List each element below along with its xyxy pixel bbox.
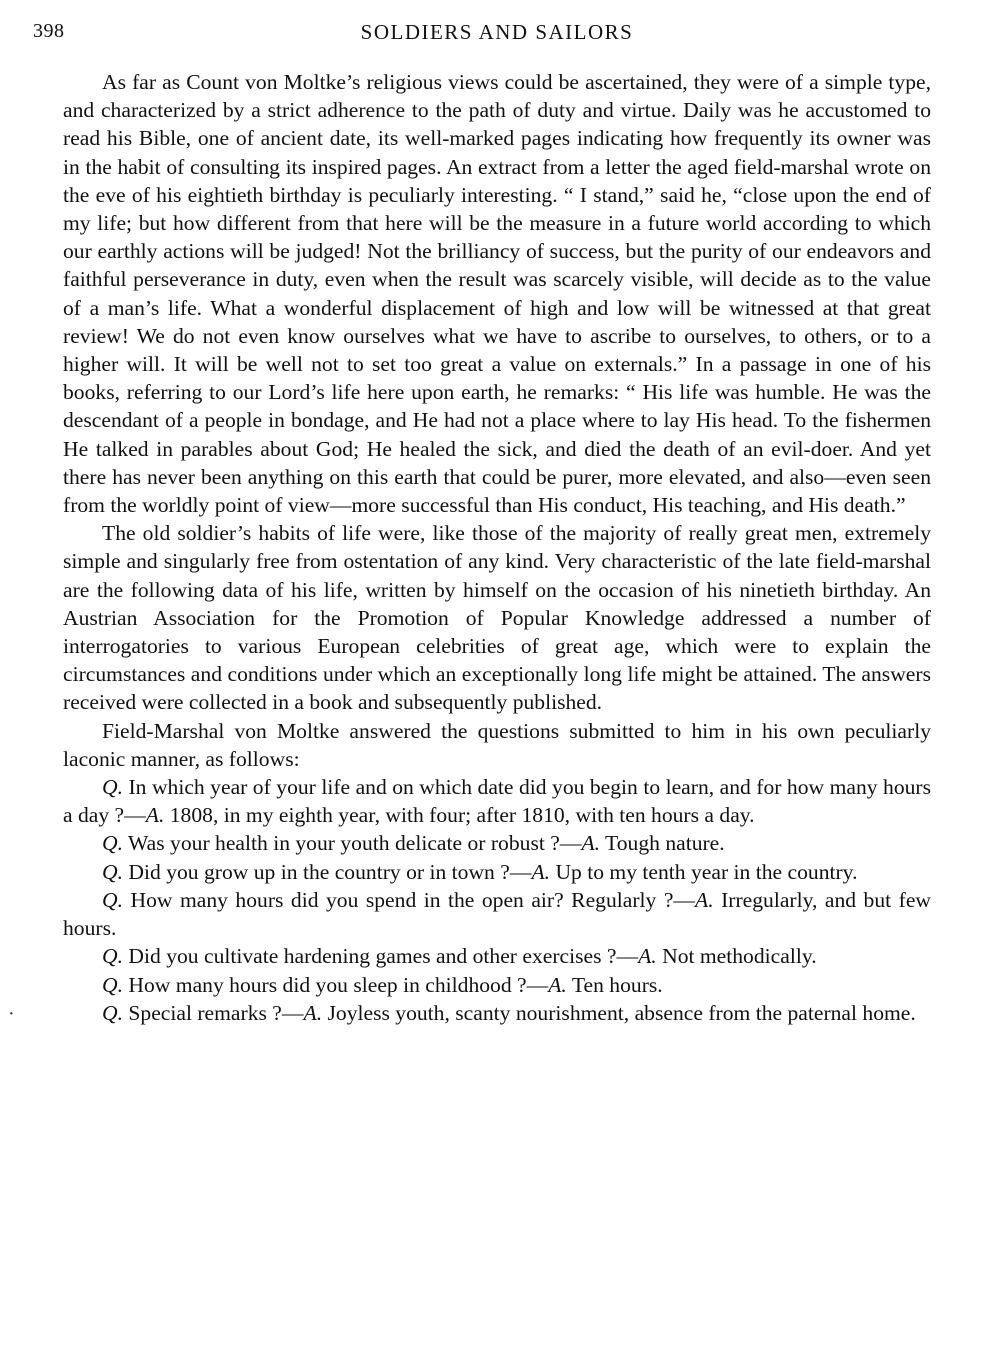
question-label: Q. bbox=[102, 887, 123, 912]
qa-item bbox=[63, 773, 931, 829]
answer-text: Not methodically. bbox=[662, 944, 817, 969]
answer-text: Ten hours. bbox=[571, 972, 663, 997]
answer-label: A. bbox=[303, 1000, 323, 1025]
answer-label: A. bbox=[695, 887, 714, 912]
question-text: How many hours did you sleep in childhood ?— bbox=[128, 972, 549, 997]
question-label: Q. bbox=[102, 972, 123, 997]
qa-item bbox=[63, 886, 931, 942]
answer-text: Tough nature. bbox=[605, 831, 725, 856]
answer-text: Joyless youth, scanty nourishment, absence from the paternal home. bbox=[327, 1000, 916, 1025]
page-number: 398 bbox=[33, 20, 65, 42]
question-text: In which year of your life and on which date did you begin to learn, and for how many hours a day ?— bbox=[63, 775, 932, 828]
question-text: Was your health in your youth delicate or robust ?— bbox=[128, 831, 582, 856]
question-text: Did you grow up in the country or in town ?— bbox=[128, 859, 532, 884]
qa-item bbox=[63, 971, 931, 999]
paragraph-laconic-answers: Field-Marshal von Moltke answered the questions submitted to him in his own peculiarly laconic manner, as follows: bbox=[63, 718, 931, 771]
qa-item bbox=[63, 942, 931, 970]
answer-label: A. bbox=[548, 972, 567, 997]
question-label: Q. bbox=[102, 944, 123, 969]
answer-text: Up to my tenth year in the country. bbox=[555, 859, 858, 884]
question-text: Did you cultivate hardening games and other exercises ?— bbox=[128, 944, 639, 969]
qa-item bbox=[63, 858, 931, 886]
answer-label: A. bbox=[531, 859, 551, 884]
question-label: Q. bbox=[102, 859, 123, 884]
margin-mark: · bbox=[8, 1003, 15, 1025]
running-title: SOLDIERS AND SAILORS bbox=[360, 20, 634, 44]
paragraph-religious-views: As far as Count von Moltke’s religious views could be ascertained, they were of a simple type, and characterized by a strict adherence to the path of duty and virtue. Daily was he accustomed to read his Bible, one of ancient date, its well-marked pages indicating how frequently its owner was in the habit of consulting its inspired pages. An extract from a letter the aged field-marshal wrote on the eve of his eightieth birthday is peculiarly interesting. “ I stand,” said he, “close upon the end of my life; but how different from that here will be the measure in a future world according to which our earthly actions will be judged! Not the brilliancy of success, but the purity of our endeavors and faithful perseverance in duty, even when the result was scarcely visible, will decide as to the value of a man’s life. What a wonderful displacement of high and low will be witnessed at that great review! We do not even know ourselves what we have to ascribe to ourselves, to others, or to a higher will. It will be well not to set too great a value on externals.” In a passage in one of his books, referring to our Lord’s life here upon earth, he remarks: “ His life was humble. He was the descendant of a people in bondage, and He had not a place where to lay His head. To the fishermen He talked in parables about God; He healed the sick, and died the death of an evil-doer. And yet there has never been anything on this earth that could be purer, more elevated, and also—even seen from the worldly point of view—more successful than His conduct, His teaching, and His death.” bbox=[63, 70, 931, 518]
question-label: Q. bbox=[102, 775, 123, 800]
body-text bbox=[63, 68, 931, 1027]
answer-label: A. bbox=[638, 944, 657, 969]
question-text: How many hours did you spend in the open air? Regularly ?— bbox=[130, 887, 695, 912]
qa-item bbox=[63, 829, 931, 857]
qa-item bbox=[63, 999, 931, 1027]
question-text: Special remarks ?— bbox=[128, 1000, 304, 1025]
question-label: Q. bbox=[102, 831, 123, 856]
running-head bbox=[33, 20, 931, 48]
answer-text: Irregularly, and but few hours. bbox=[63, 887, 932, 941]
paragraph-habits-of-life: The old soldier’s habits of life were, like those of the majority of really great men, extremely simple and singularly free from ostentation of any kind. Very characteristic of the late field-marshal are the following data of his life, written by himself on the occasion of his ninetieth birthday. An Austrian Association for the Promotion of Popular Knowledge addressed a number of interrogatories to various European celebrities of great age, which were to explain the circumstances and conditions under which an exceptionally long life might be attained. The answers received were collected in a book and subsequently published. bbox=[63, 521, 931, 715]
questionnaire bbox=[63, 773, 931, 1027]
answer-text: 1808, in my eighth year, with four; after 1810, with ten hours a day. bbox=[169, 803, 755, 828]
answer-label: A. bbox=[145, 803, 165, 828]
answer-label: A. bbox=[581, 831, 601, 856]
question-label: Q. bbox=[102, 1000, 123, 1025]
